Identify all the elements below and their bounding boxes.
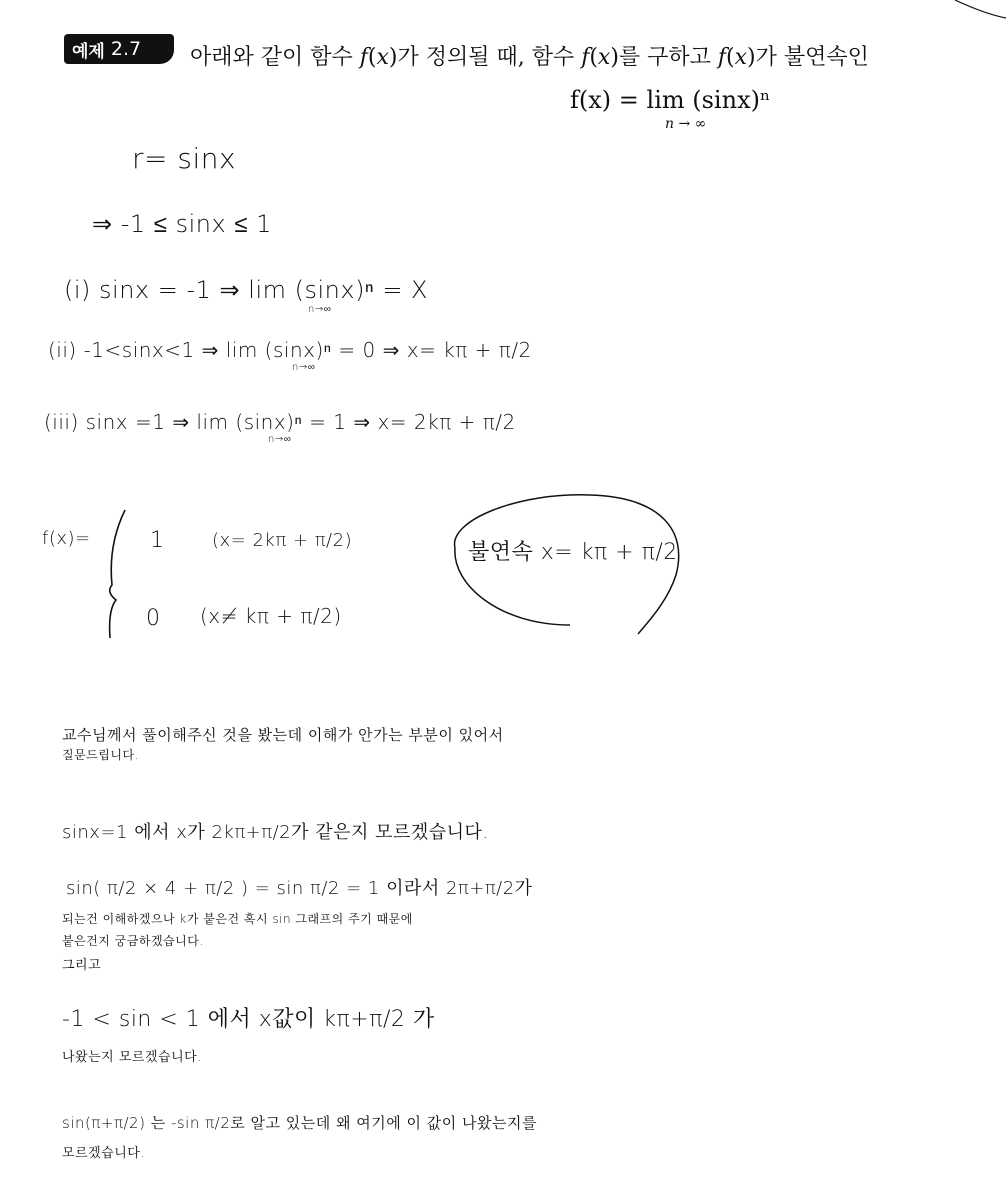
work-line-range: ⇒ -1 ≤ sinx ≤ 1 bbox=[92, 210, 272, 238]
work-case-2: (ii) -1<sinx<1 ⇒ lim (sinx)ⁿ = 0 ⇒ x= kπ + π/2 bbox=[48, 338, 532, 362]
work-line-substitution: r= sinx bbox=[132, 142, 237, 175]
question-3-line-d: 그리고 bbox=[62, 958, 102, 973]
problem-formula: f(x) = lim (sinx)ⁿ bbox=[570, 86, 771, 114]
piece-2-condition: (x≠ kπ + π/2) bbox=[200, 604, 342, 628]
work-case-1: (i) sinx = -1 ⇒ lim (sinx)ⁿ = X bbox=[64, 276, 428, 304]
question-3-line-b: 되는건 이해하겠으나 k가 붙은건 혹시 sin 그래프의 주기 때문에 bbox=[62, 912, 413, 926]
question-3-line-a: sin( π/2 × 4 + π/2 ) = sin π/2 = 1 이라서 2π+π/2가 bbox=[66, 878, 533, 899]
question-4-line-a: -1 < sin < 1 에서 x값이 kπ+π/2 가 bbox=[62, 1007, 435, 1032]
question-3-line-c: 붙은건지 궁금하겠습니다. bbox=[62, 934, 204, 948]
question-5-line-b: 모르겠습니다. bbox=[62, 1146, 145, 1161]
piece-1-condition: (x= 2kπ + π/2) bbox=[212, 530, 353, 551]
question-4-line-b: 나왔는지 모르겠습니다. bbox=[62, 1050, 202, 1065]
circled-conclusion: 불연속 x= kπ + π/2 bbox=[468, 540, 678, 565]
work-case-2-sub: n→∞ bbox=[292, 362, 316, 373]
piece-2-value: 0 bbox=[146, 606, 161, 631]
problem-formula-subscript: n → ∞ bbox=[665, 116, 707, 132]
work-case-1-sub: n→∞ bbox=[308, 304, 332, 315]
question-1-line-a: 교수님께서 풀이해주신 것을 봤는데 이해가 안가는 부분이 있어서 bbox=[62, 726, 504, 744]
question-1-line-b: 질문드립니다. bbox=[62, 748, 139, 762]
work-case-3-sub: n→∞ bbox=[268, 434, 292, 445]
piece-1-value: 1 bbox=[150, 528, 165, 553]
question-5-line-a: sin(π+π/2) 는 -sin π/2로 알고 있는데 왜 여기에 이 값이 나왔는지를 bbox=[62, 1114, 537, 1132]
piecewise-brace bbox=[110, 510, 125, 638]
corner-curve bbox=[955, 0, 1006, 18]
problem-statement: 아래와 같이 함수 𝑓(𝑥)가 정의될 때, 함수 𝑓(𝑥)를 구하고 𝑓(𝑥)가 불연속인 bbox=[190, 45, 869, 70]
example-keyword: 예제 bbox=[72, 41, 105, 62]
example-number: 2.7 bbox=[110, 38, 142, 60]
work-case-3: (iii) sinx =1 ⇒ lim (sinx)ⁿ = 1 ⇒ x= 2kπ + π/2 bbox=[44, 410, 516, 434]
fx-label: f(x)= bbox=[42, 528, 91, 549]
question-2: sinx=1 에서 x가 2kπ+π/2가 같은지 모르겠습니다. bbox=[62, 822, 489, 843]
